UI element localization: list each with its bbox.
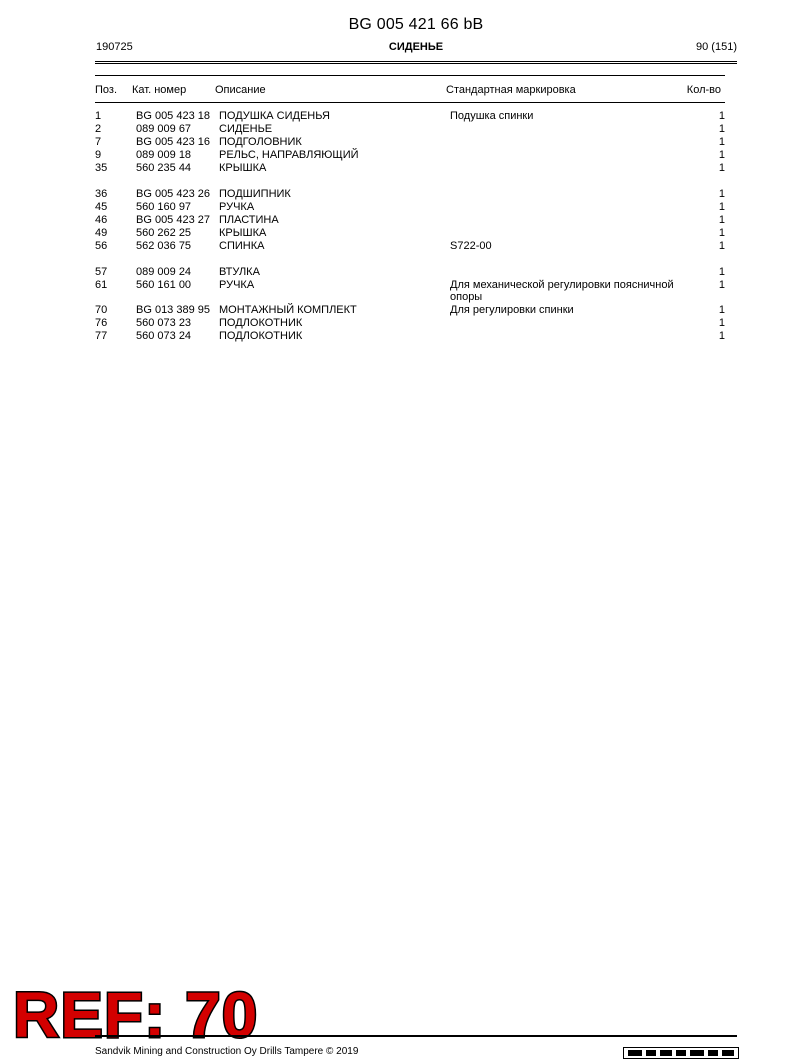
cell-cat: 089 009 67 xyxy=(136,123,192,135)
cell-desc: РУЧКА xyxy=(219,279,255,291)
cell-qty: 1 xyxy=(718,266,725,278)
cell-qty: 1 xyxy=(718,110,725,122)
cell-desc: ПОДУШКА СИДЕНЬЯ xyxy=(219,110,330,122)
cell-qty: 1 xyxy=(718,136,725,148)
table-row xyxy=(0,149,794,162)
table-row xyxy=(0,330,794,343)
header-pos: Поз. xyxy=(95,84,117,96)
footer-rule xyxy=(95,1035,737,1037)
cell-pos: 1 xyxy=(95,110,102,122)
cell-std: Для механической регулировки поясничной опоры xyxy=(450,279,674,303)
table-row xyxy=(0,162,794,175)
cell-cat: BG 005 423 27 xyxy=(136,214,211,226)
cell-cat: 560 073 24 xyxy=(136,330,192,342)
table-row xyxy=(0,123,794,136)
table-row xyxy=(0,317,794,330)
cell-desc: ВТУЛКА xyxy=(219,266,260,278)
cell-cat: BG 005 423 16 xyxy=(136,136,211,148)
cell-cat: 089 009 24 xyxy=(136,266,192,278)
cell-qty: 1 xyxy=(718,188,725,200)
cell-cat: 089 009 18 xyxy=(136,149,192,161)
document-title: BG 005 421 66 bB xyxy=(348,16,484,33)
cell-pos: 57 xyxy=(95,266,108,278)
header-rule-bottom xyxy=(95,102,725,103)
cell-pos: 56 xyxy=(95,240,108,252)
cell-cat: 562 036 75 xyxy=(136,240,192,252)
cell-qty: 1 xyxy=(718,240,725,252)
cell-qty: 1 xyxy=(718,123,725,135)
cell-cat: 560 160 97 xyxy=(136,201,192,213)
cell-qty: 1 xyxy=(718,227,725,239)
cell-pos: 2 xyxy=(95,123,102,135)
table-row xyxy=(0,240,794,253)
table-row xyxy=(0,110,794,123)
footer-copyright: Sandvik Mining and Construction Oy Drills Tampere © 2019 xyxy=(95,1046,359,1057)
cell-cat: BG 005 423 18 xyxy=(136,110,211,122)
cell-qty: 1 xyxy=(718,149,725,161)
cell-pos: 61 xyxy=(95,279,108,291)
brand-logo xyxy=(623,1047,739,1059)
cell-pos: 45 xyxy=(95,201,108,213)
cell-desc: КРЫШКА xyxy=(219,162,267,174)
cell-pos: 77 xyxy=(95,330,108,342)
table-row xyxy=(0,304,794,317)
cell-pos: 46 xyxy=(95,214,108,226)
cell-desc: МОНТАЖНЫЙ КОМПЛЕКТ xyxy=(219,304,357,316)
cell-cat: 560 161 00 xyxy=(136,279,192,291)
document-code: 190725 xyxy=(96,41,133,53)
cell-desc: ПОДГОЛОВНИК xyxy=(219,136,302,148)
table-row xyxy=(0,214,794,227)
header-qty: Кол-во xyxy=(686,84,721,96)
header-desc: Описание xyxy=(215,84,266,96)
cell-std: S722-00 xyxy=(450,240,492,252)
cell-pos: 35 xyxy=(95,162,108,174)
table-row xyxy=(0,279,794,304)
cell-desc: РЕЛЬС, НАПРАВЛЯЮЩИЙ xyxy=(219,149,359,161)
parts-table xyxy=(0,110,794,343)
table-row xyxy=(0,201,794,214)
cell-desc: РУЧКА xyxy=(219,201,255,213)
table-row xyxy=(0,188,794,201)
table-row xyxy=(0,266,794,279)
cell-qty: 1 xyxy=(718,330,725,342)
table-row xyxy=(0,227,794,240)
cell-pos: 7 xyxy=(95,136,102,148)
cell-cat: 560 262 25 xyxy=(136,227,192,239)
cell-cat: BG 005 423 26 xyxy=(136,188,211,200)
header-std: Стандартная маркировка xyxy=(446,84,576,96)
cell-pos: 49 xyxy=(95,227,108,239)
section-title: СИДЕНЬЕ xyxy=(388,41,444,53)
cell-pos: 9 xyxy=(95,149,102,161)
header-rule-top xyxy=(95,61,737,64)
cell-desc: КРЫШКА xyxy=(219,227,267,239)
cell-pos: 76 xyxy=(95,317,108,329)
cell-desc: ПОДШИПНИК xyxy=(219,188,291,200)
cell-std: Подушка спинки xyxy=(450,110,534,122)
cell-qty: 1 xyxy=(718,214,725,226)
cell-qty: 1 xyxy=(718,317,725,329)
cell-qty: 1 xyxy=(718,279,725,291)
cell-qty: 1 xyxy=(718,201,725,213)
cell-desc: ПОДЛОКОТНИК xyxy=(219,317,303,329)
cell-desc: ПЛАСТИНА xyxy=(219,214,279,226)
cell-desc: ПОДЛОКОТНИК xyxy=(219,330,303,342)
cell-desc: СПИНКА xyxy=(219,240,265,252)
cell-desc: СИДЕНЬЕ xyxy=(219,123,273,135)
cell-cat: 560 235 44 xyxy=(136,162,192,174)
cell-pos: 36 xyxy=(95,188,108,200)
header-cat: Кат. номер xyxy=(132,84,187,96)
cell-pos: 70 xyxy=(95,304,108,316)
page-number: 90 (151) xyxy=(696,41,737,53)
table-row xyxy=(0,136,794,149)
ref-badge: REF: 70 xyxy=(13,979,259,1051)
header-rule-mid xyxy=(95,75,725,76)
cell-std: Для регулировки спинки xyxy=(450,304,574,316)
cell-qty: 1 xyxy=(718,162,725,174)
cell-qty: 1 xyxy=(718,304,725,316)
cell-cat: BG 013 389 95 xyxy=(136,304,211,316)
cell-cat: 560 073 23 xyxy=(136,317,192,329)
